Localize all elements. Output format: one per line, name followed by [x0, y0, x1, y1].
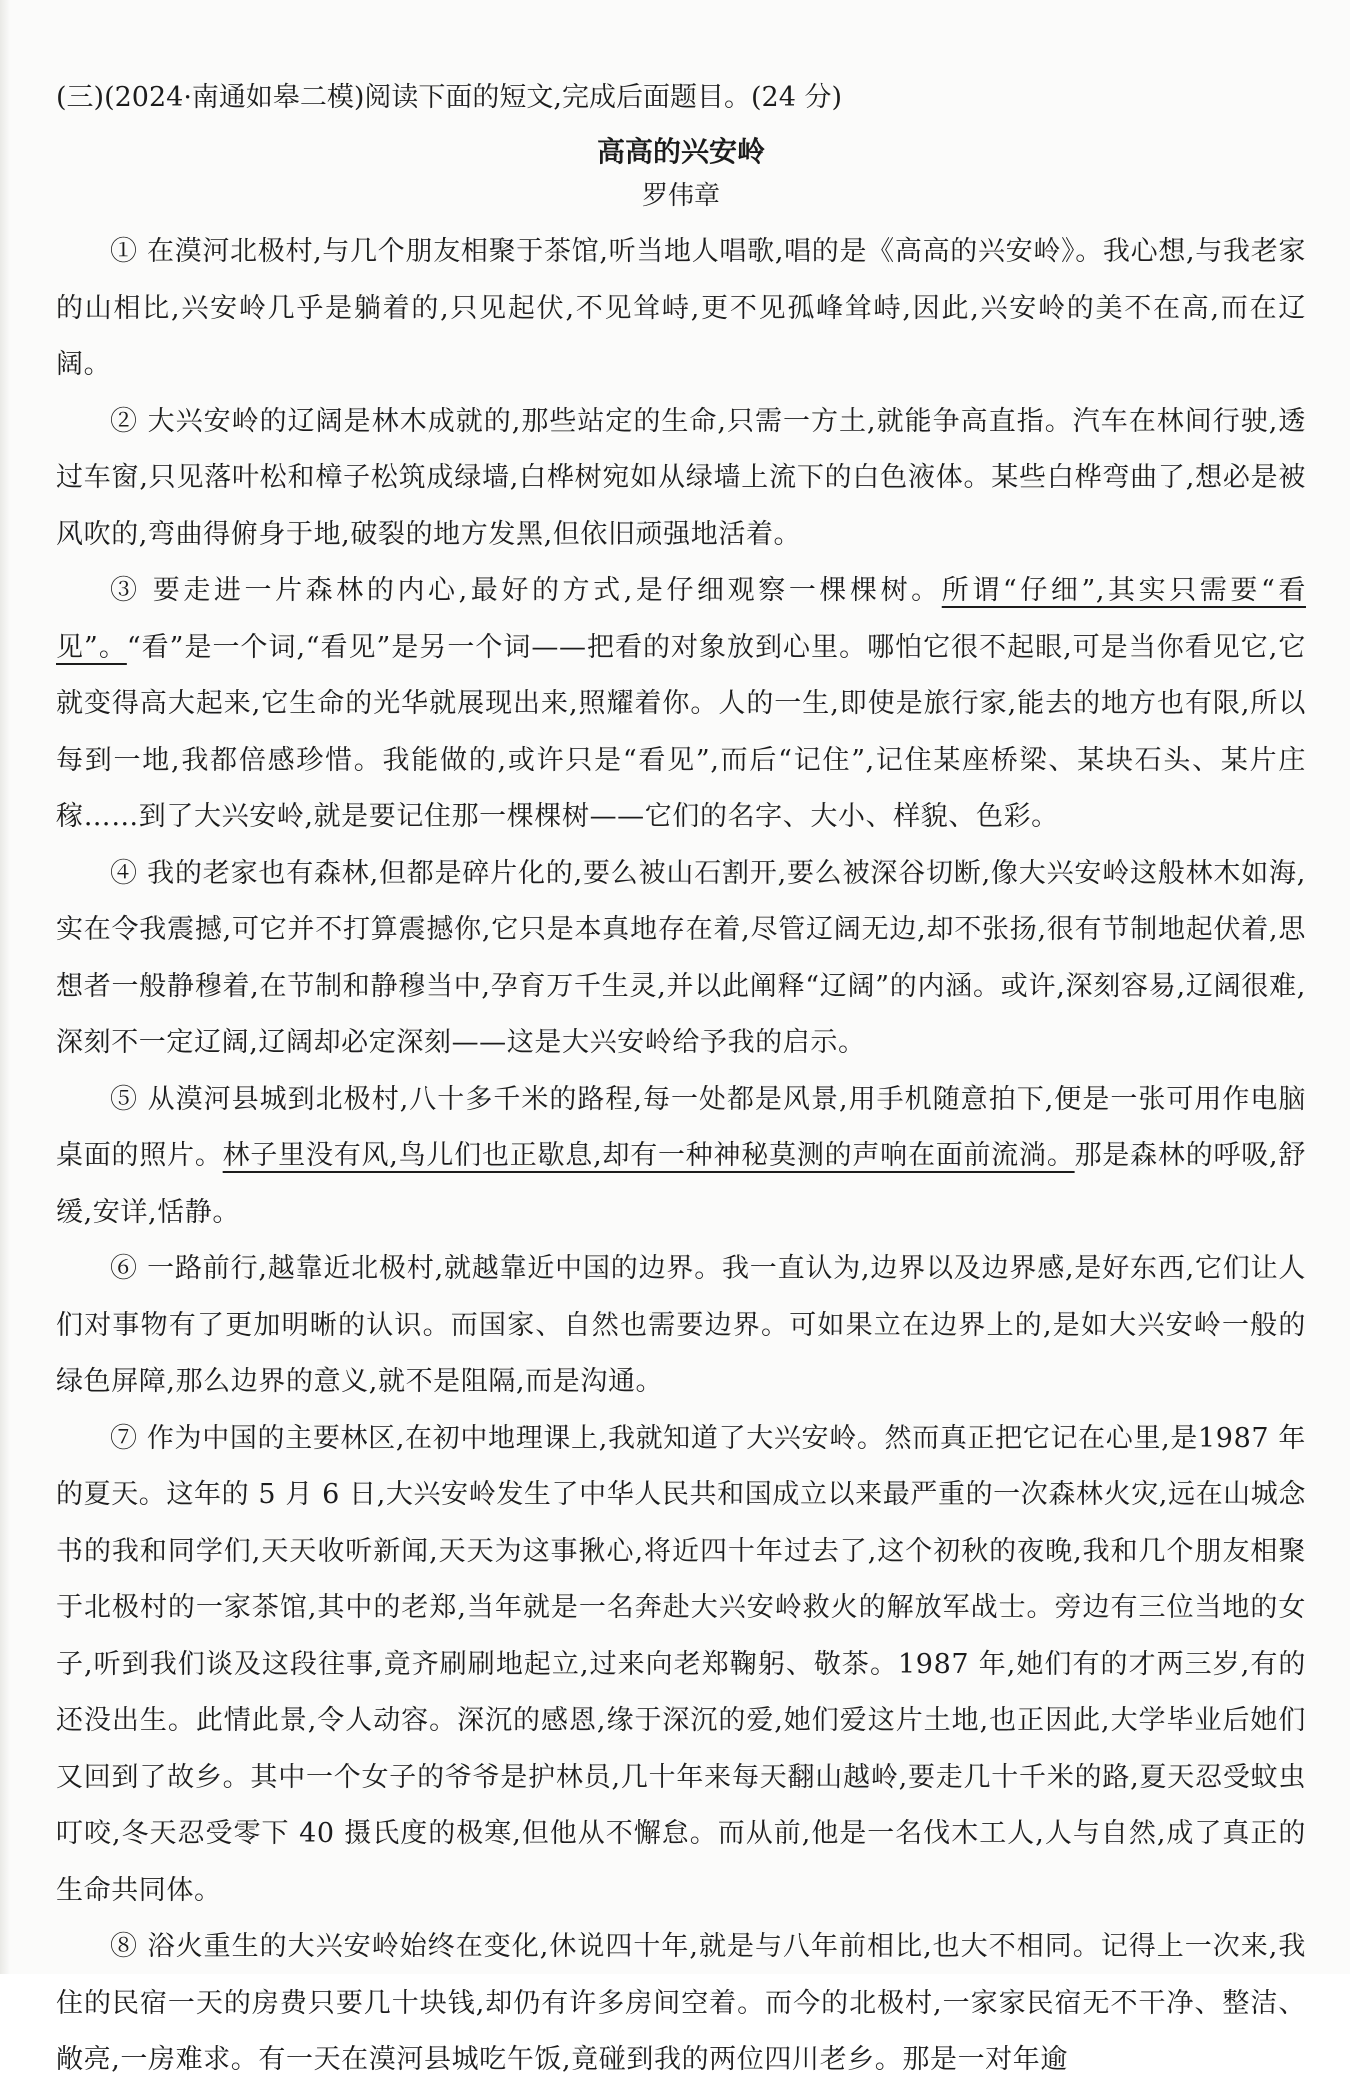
- article-author: 罗伟章: [641, 181, 720, 211]
- paragraph-text: ③ 要走进一片森林的内心,最好的方式,是仔细观察一棵棵树。: [110, 575, 942, 606]
- paragraph-5: [56, 1072, 1306, 1242]
- paragraph-text: ⑦ 作为中国的主要林区,在初中地理课上,我就知道了大兴安岭。然而真正把它记在心里,是1987 年的夏天。这年的 5 月 6 日,大兴安岭发生了中华人民共和国成立以来最严重的一次森林火灾,远在山城念书的我和同学们,天天收听新闻,天天为这事揪心,将近四十年过去了,这个初秋的夜晚,我和几个朋友相聚于北极村的一家茶馆,其中的老郑,当年就是一名奔赴大兴安岭救火的解放军战士。旁边有三位当地的女子,听到我们谈及这段往事,竟齐刷刷地起立,过来向老郑鞠躬、敬茶。1987 年,她们有的才两三岁,有的还没出生。此情此景,令人动容。深沉的感恩,缘于深沉的爱,她们爱这片土地,也正因此,大学毕业后她们又回到了故乡。其中一个女子的爷爷是护林员,几十年来每天翻山越岭,要走几十千米的路,夏天忍受蚊虫叮咬,冬天忍受零下 40 摄氏度的极寒,但他从不懈怠。而从前,他是一名伐木工人,人与自然,成了真正的生命共同体。: [56, 1422, 1306, 1906]
- paragraph-text: 那是森林的呼吸,舒缓,安详,恬静。: [56, 1140, 1306, 1228]
- paragraph-text: ⑧ 浴火重生的大兴安岭始终在变化,休说四十年,就是与八年前相比,也大不相同。记得上一次来,我住的民宿一天的房费只要几十块钱,却仍有许多房间空着。而今的北极村,一家家民宿无不干净、整洁、敞亮,一房难求。有一天在漠河县城吃午饭,竟碰到我的两位四川老乡。那是一对年逾: [56, 1931, 1306, 2075]
- paragraph-8: [56, 1919, 1306, 2089]
- question-header: (三)(2024·南通如皋二模)阅读下面的短文,完成后面题目。(24 分): [56, 82, 843, 113]
- reading-passage: [56, 78, 1306, 2089]
- article-title: 高高的兴安岭: [596, 135, 765, 168]
- paragraph-3: [56, 563, 1306, 846]
- paragraph-text: ④ 我的老家也有森林,但都是碎片化的,要么被山石割开,要么被深谷切断,像大兴安岭这般林木如海,实在令我震撼,可它并不打算震撼你,它只是本真地存在着,尽管辽阔无边,却不张扬,很有节制地起伏着,思想者一般静穆着,在节制和静穆当中,孕育万千生灵,并以此阐释“辽阔”的内涵。或许,深刻容易,辽阔很难,深刻不一定辽阔,辽阔却必定深刻——这是大兴安岭给予我的启示。: [56, 857, 1306, 1058]
- paragraph-6: [56, 1241, 1306, 1411]
- page-binding-edge: [0, 0, 10, 1974]
- paragraph-text: ⑥ 一路前行,越靠近北极村,就越靠近中国的边界。我一直认为,边界以及边界感,是好东西,它们让人们对事物有了更加明晰的认识。而国家、自然也需要边界。可如果立在边界上的,是如大兴安岭一般的绿色屏障,那么边界的意义,就不是阻隔,而是沟通。: [56, 1253, 1306, 1397]
- underlined-sentence: 所谓“仔细”,其实只需要“看见”。: [56, 575, 1306, 663]
- paragraph-text: “看”是一个词,“看见”是另一个词——把看的对象放到心里。哪怕它很不起眼,可是当你看见它,它就变得高大起来,它生命的光华就展现出来,照耀着你。人的一生,即使是旅行家,能去的地方也有限,所以每到一地,我都倍感珍惜。我能做的,或许只是“看见”,而后“记住”,记住某座桥梁、某块石头、某片庄稼……到了大兴安岭,就是要记住那一棵棵树——它们的名字、大小、样貌、色彩。: [56, 631, 1307, 832]
- article-body: [56, 224, 1306, 2089]
- paragraph-7: [56, 1411, 1306, 1920]
- paragraph-1: [56, 224, 1306, 394]
- paragraph-text: ① 在漠河北极村,与几个朋友相聚于茶馆,听当地人唱歌,唱的是《高高的兴安岭》。我心想,与我老家的山相比,兴安岭几乎是躺着的,只见起伏,不见耸峙,更不见孤峰耸峙,因此,兴安岭的美不在高,而在辽阔。: [56, 236, 1306, 380]
- paragraph-text: ② 大兴安岭的辽阔是林木成就的,那些站定的生命,只需一方土,就能争高直指。汽车在林间行驶,透过车窗,只见落叶松和樟子松筑成绿墙,白桦树宛如从绿墙上流下的白色液体。某些白桦弯曲了,想必是被风吹的,弯曲得俯身于地,破裂的地方发黑,但依旧顽强地活着。: [56, 405, 1306, 550]
- paragraph-text: ⑤ 从漠河县城到北极村,八十多千米的路程,每一处都是风景,用手机随意拍下,便是一张可用作电脑桌面的照片。: [56, 1083, 1306, 1171]
- paragraph-2: [56, 394, 1306, 564]
- paragraph-4: [56, 846, 1306, 1072]
- underlined-sentence: 林子里没有风,鸟儿们也正歇息,却有一种神秘莫测的声响在面前流淌。: [222, 1140, 1075, 1171]
